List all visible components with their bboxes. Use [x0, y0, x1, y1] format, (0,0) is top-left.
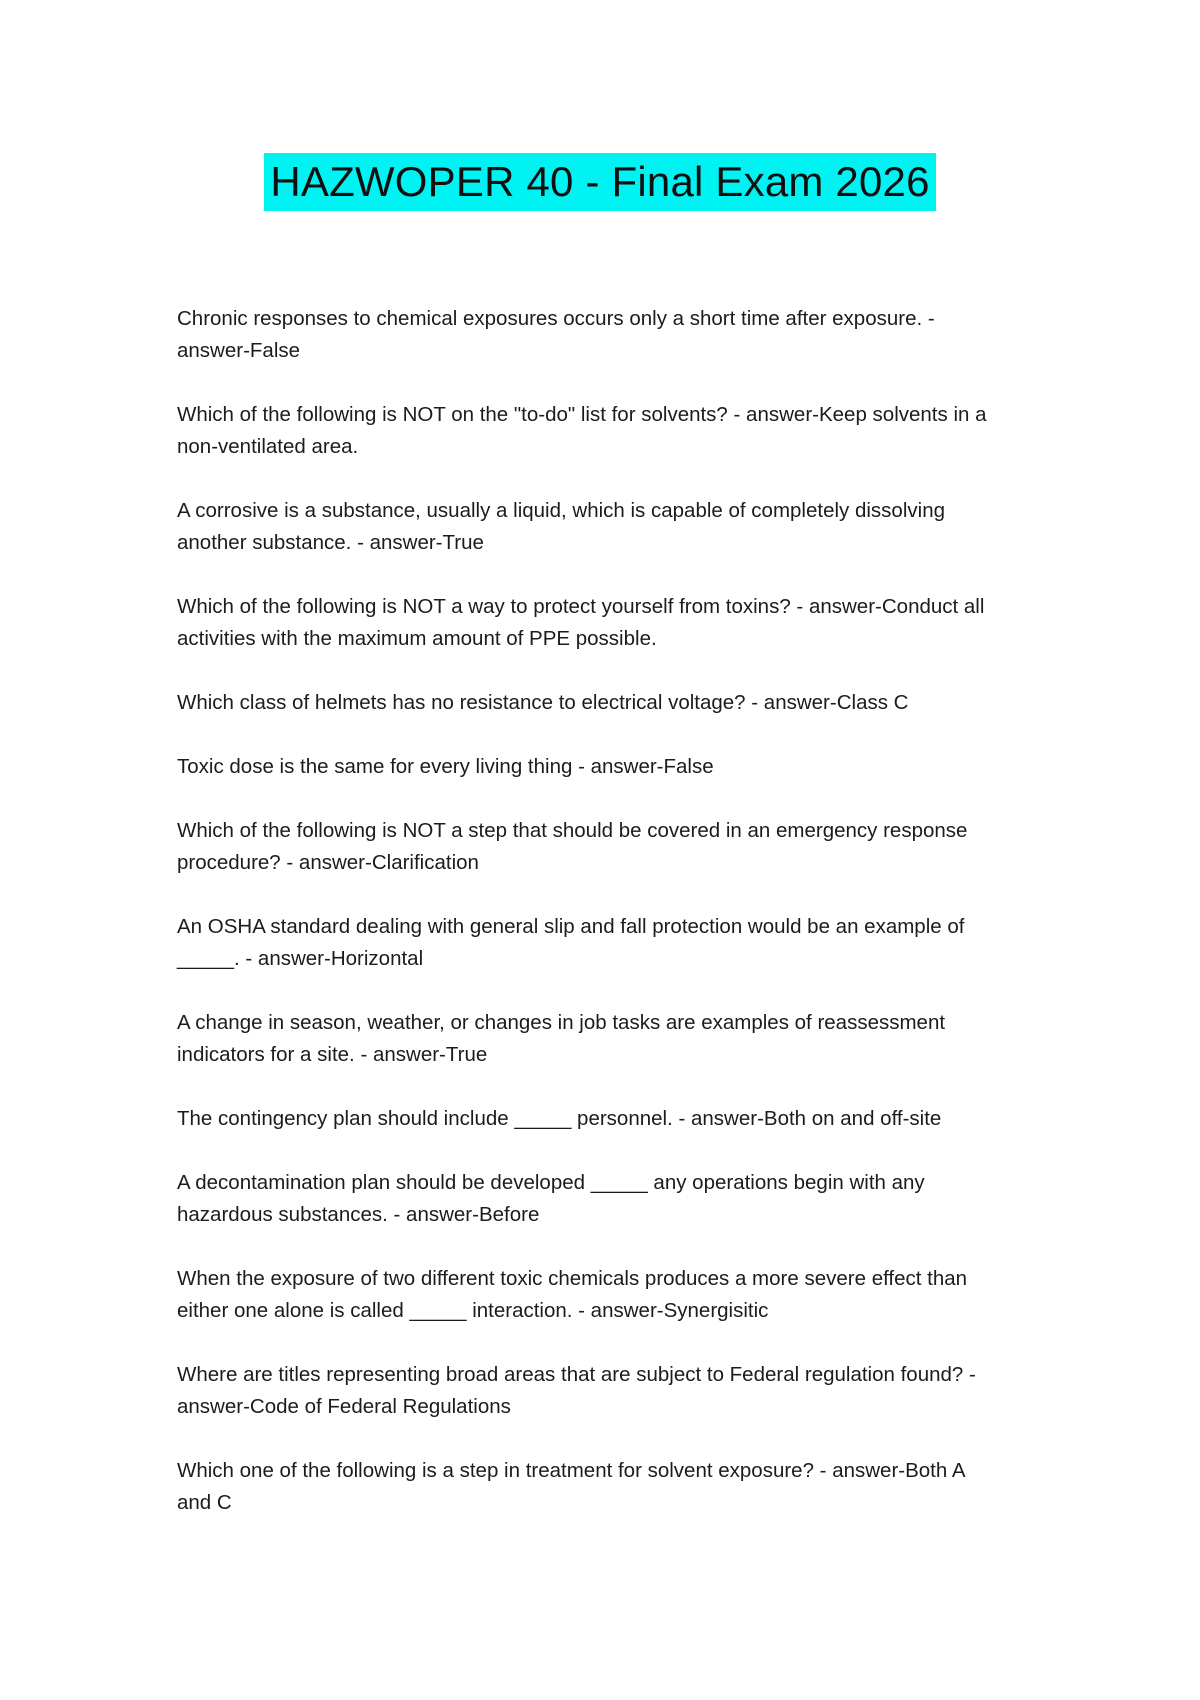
document-title: HAZWOPER 40 - Final Exam 2026 [264, 153, 935, 211]
qa-item: Which class of helmets has no resistance to electrical voltage? - answer-Class C [177, 691, 909, 714]
qa-item: Toxic dose is the same for every living thing - answer-False [177, 755, 714, 778]
qa-item: When the exposure of two different toxic chemicals produces a more severe effect than either one alone is called _____ interaction. - answer-Synergisitic [177, 1267, 968, 1322]
qa-item: Which of the following is NOT a step that should be covered in an emergency response procedure? - answer-Clarification [177, 819, 968, 874]
qa-item: Which of the following is NOT on the "to-do" list for solvents? - answer-Keep solvents in a non-ventilated area. [177, 403, 987, 458]
qa-item: The contingency plan should include _____ personnel. - answer-Both on and off-site [177, 1107, 942, 1130]
title-container [0, 153, 1200, 211]
qa-item: Which one of the following is a step in treatment for solvent exposure? - answer-Both A and C [177, 1459, 965, 1514]
qa-item: A change in season, weather, or changes in job tasks are examples of reassessment indicators for a site. - answer-True [177, 1011, 946, 1066]
qa-item: An OSHA standard dealing with general slip and fall protection would be an example of _____. - answer-Horizontal [177, 915, 965, 970]
qa-item: Where are titles representing broad areas that are subject to Federal regulation found? - answer-Code of Federal Regulations [177, 1363, 976, 1418]
qa-item: A decontamination plan should be developed _____ any operations begin with any hazardous substances. - answer-Before [177, 1171, 925, 1226]
qa-item: Which of the following is NOT a way to protect yourself from toxins? - answer-Conduct all activities with the maximum amount of PPE possible. [177, 595, 985, 650]
question-answer-list [177, 303, 997, 1551]
qa-item: Chronic responses to chemical exposures occurs only a short time after exposure. - answer-False [177, 307, 935, 362]
qa-item: A corrosive is a substance, usually a liquid, which is capable of completely dissolving another substance. - answer-True [177, 499, 945, 554]
